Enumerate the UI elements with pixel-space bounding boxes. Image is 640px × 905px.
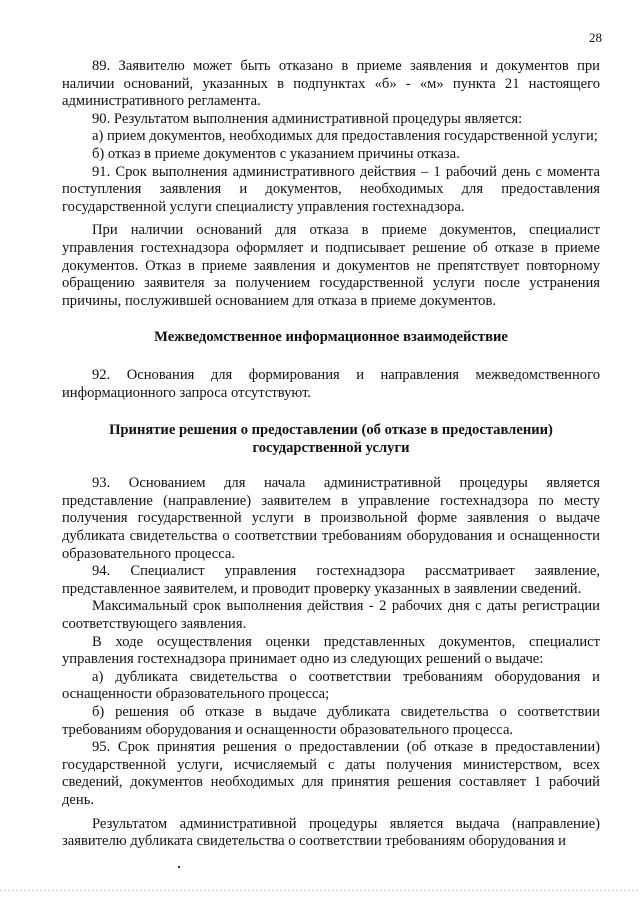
- paragraph-91: 91. Срок выполнения административного действия – 1 рабочий день с момента поступления заявления и документов, необходимых для предоставления государственной услуги специалисту управления гостехнадзора.: [62, 163, 600, 215]
- paragraph-max-term: Максимальный срок выполнения действия - 2 рабочих дня с даты регистрации соответствующего заявления.: [62, 598, 600, 633]
- document-body: [62, 58, 600, 851]
- paragraph-assessment: В ходе осуществления оценки представленных документов, специалист управления гостехнадзора принимает одно из следующих решений о выдаче:: [62, 633, 600, 668]
- paragraph-90: 90. Результатом выполнения административной процедуры является:: [92, 110, 523, 127]
- paragraph-89: 89. Заявителю может быть отказано в приеме заявления и документов при наличии оснований, указанных в подпунктах «б» - «м» пункта 21 настоящего административного регламента.: [62, 58, 600, 110]
- paragraph-refusal: При наличии оснований для отказа в приеме документов, специалист управления гостехнадзора оформляет и подписывает решение об отказе в приеме документов. Отказ в приеме заявления и документов не препятствует повторному обращению заявителя за получением государственной услуги после устранения причины, послужившей основанием для отказа в приеме документов.: [62, 222, 600, 309]
- scan-footer-line: [0, 890, 640, 891]
- page-number: 28: [589, 30, 602, 45]
- paragraph-95: 95. Срок принятия решения о предоставлении (об отказе в предоставлении) государственной услуги, исчисляемый с даты получения министерством, всех сведений, документов необходимых для принятия решения составляет 1 рабочий день.: [62, 739, 600, 808]
- paragraph-decision-a: а) дубликата свидетельства о соответствии требованиям оборудования и оснащенности образовательного процесса;: [62, 668, 600, 703]
- paragraph-result: Результатом административной процедуры является выдача (направление) заявителю дубликата свидетельства о соответствии требованиям оборудования и: [62, 815, 600, 850]
- paragraph-90-a: а) прием документов, необходимых для предоставления государственной услуги;: [92, 128, 598, 145]
- section-heading-decision: Принятие решения о предоставлении (об отказе в предоставлении) государственной услуги: [109, 422, 553, 456]
- scan-speck: [178, 866, 180, 868]
- paragraph-90-b: б) отказ в приеме документов с указанием причины отказа.: [92, 145, 460, 162]
- paragraph-93: 93. Основанием для начала административной процедуры является представление (направление) заявителем в управление гостехнадзора по месту получения государственной услуги в произвольной форме заявления о выдаче дубликата свидетельства о соответствии требованиям оборудования и оснащенности образовательного процесса.: [62, 475, 600, 562]
- paragraph-decision-b: б) решения об отказе в выдаче дубликата свидетельства о соответствии требованиям оборудования и оснащенности образовательного процесса.: [62, 704, 600, 738]
- paragraph-94: 94. Специалист управления гостехнадзора рассматривает заявление, представленное заявителем, и проводит проверку указанных в заявлении сведений.: [62, 563, 600, 597]
- paragraph-92: 92. Основания для формирования и направления межведомственного информационного запроса отсутствуют.: [62, 366, 600, 401]
- section-heading-interagency: Межведомственное информационное взаимодействие: [154, 329, 508, 346]
